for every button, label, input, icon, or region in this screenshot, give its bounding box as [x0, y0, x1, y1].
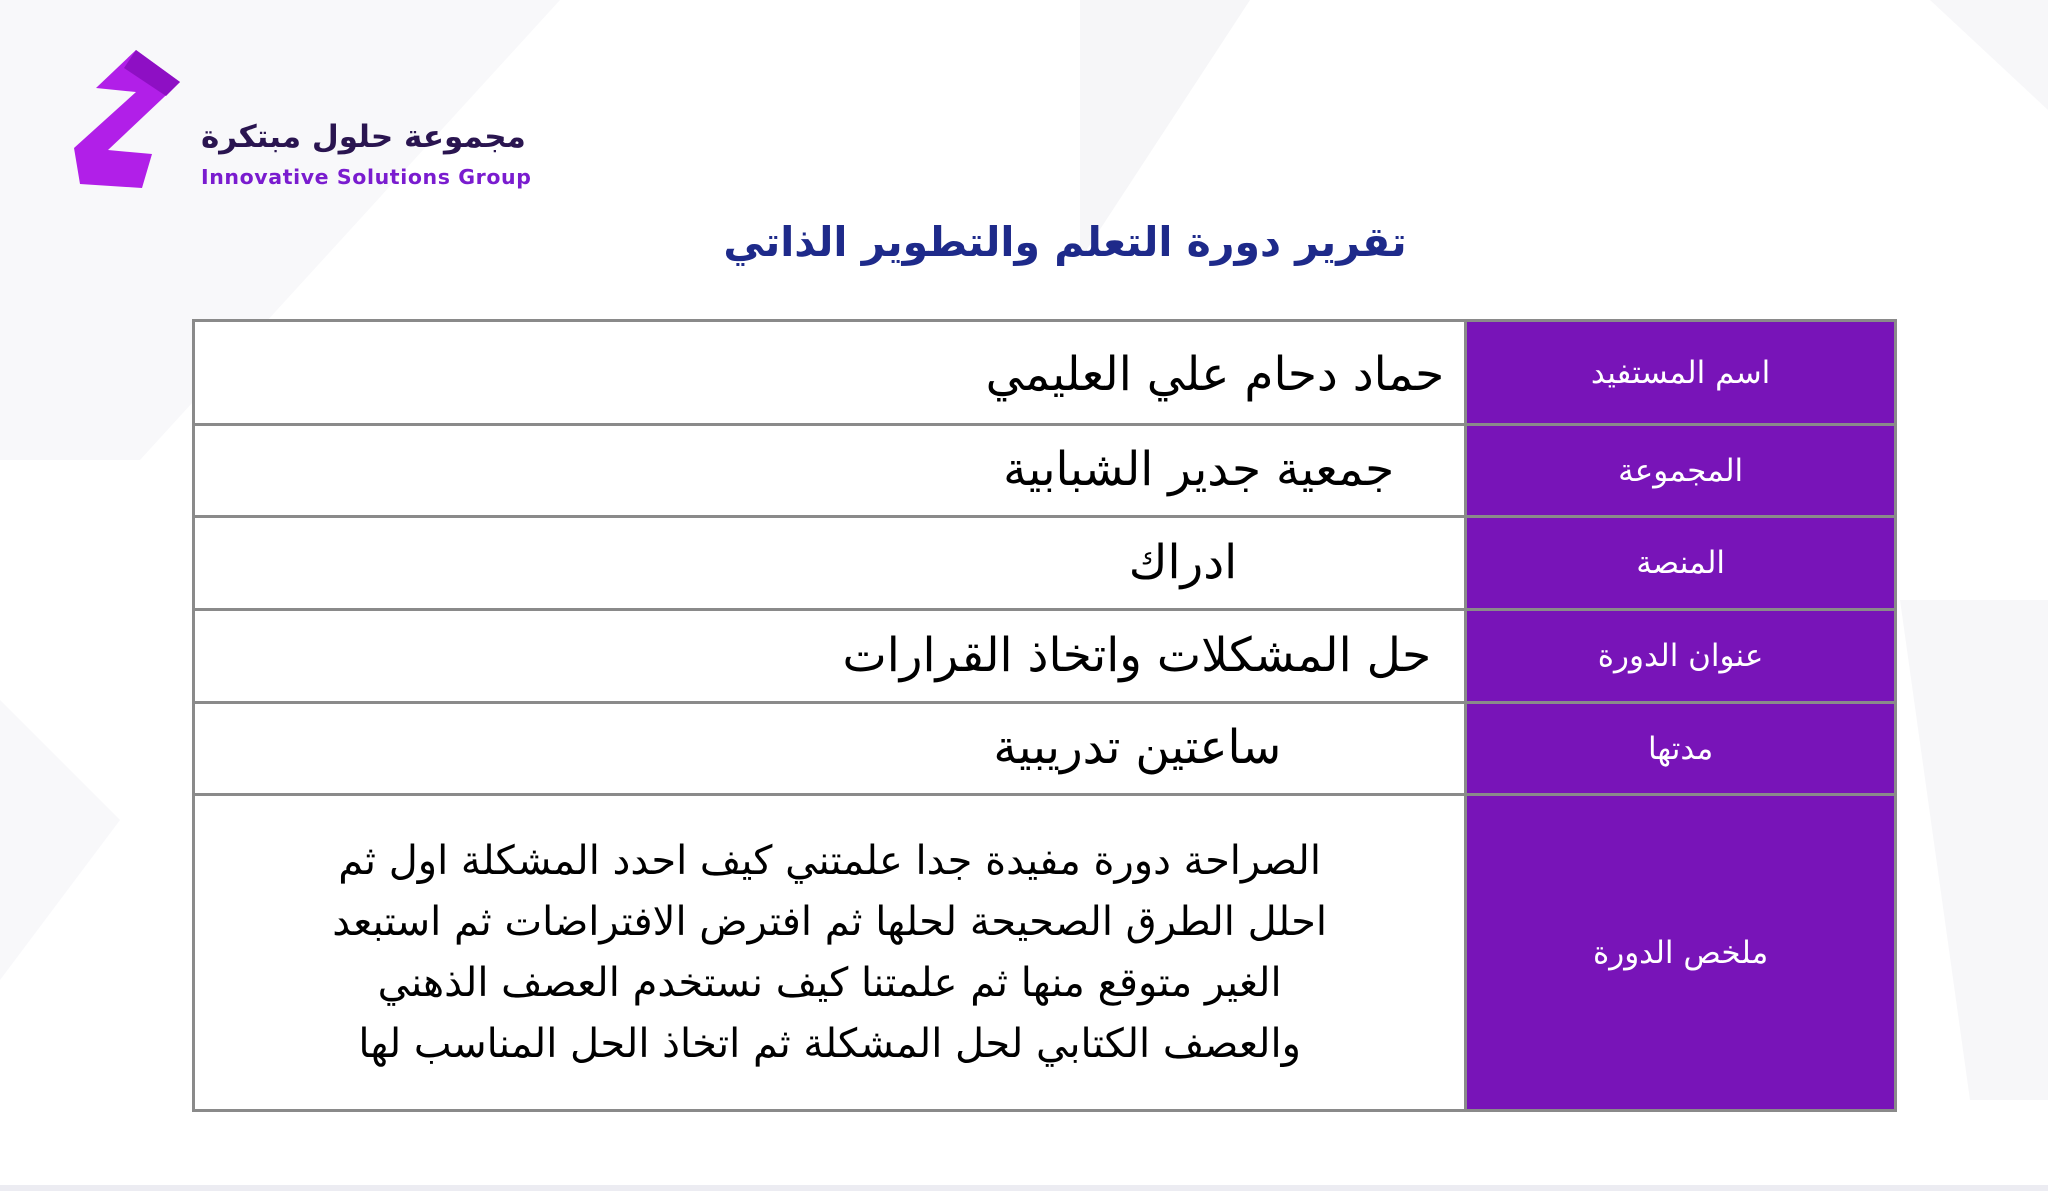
brand-logo — [70, 42, 530, 202]
course-title-text: حل المشكلات واتخاذ القرارات — [842, 627, 1432, 683]
summary-line: الغير متوقع منها ثم علمتنا كيف نستخدم العصف الذهني — [377, 959, 1282, 1006]
table-row — [194, 517, 1896, 610]
group-label: المجموعة — [1466, 425, 1896, 517]
summary-line: الصراحة دورة مفيدة جدا علمتني كيف احدد المشكلة اول ثم — [338, 837, 1321, 884]
duration-label: مدتها — [1466, 703, 1896, 795]
course-summary-value — [194, 795, 1466, 1111]
report-title: تقرير دورة التعلم والتطوير الذاتي — [723, 218, 1407, 266]
summary-line: احلل الطرق الصحيحة لحلها ثم افترض الافتراضات ثم استبعد — [332, 898, 1327, 945]
platform-value — [194, 517, 1466, 610]
course-title-label: عنوان الدورة — [1466, 610, 1896, 703]
brand-name-arabic: مجموعة حلول مبتكرة — [201, 119, 526, 155]
table-row — [194, 795, 1896, 1111]
brand-name-english: Innovative Solutions Group — [201, 165, 532, 189]
table-row — [194, 425, 1896, 517]
table-row — [194, 610, 1896, 703]
table-row — [194, 321, 1896, 425]
duration-text: ساعتين تدريبية — [993, 720, 1282, 776]
brand-mark-icon — [70, 42, 190, 192]
platform-label: المنصة — [1466, 517, 1896, 610]
footer-divider — [0, 1185, 2048, 1191]
beneficiary-name-label: اسم المستفيد — [1466, 321, 1896, 425]
summary-line: والعصف الكتابي لحل المشكلة ثم اتخاذ الحل المناسب لها — [358, 1020, 1301, 1067]
group-text: جمعية جدير الشبابية — [1003, 442, 1395, 498]
course-title-value — [194, 610, 1466, 703]
beneficiary-name-text: حماد دحام علي العليمي — [985, 347, 1445, 403]
beneficiary-name-value — [194, 321, 1466, 425]
platform-text: ادراك — [1128, 534, 1238, 590]
table-row — [194, 703, 1896, 795]
duration-value — [194, 703, 1466, 795]
group-value — [194, 425, 1466, 517]
course-summary-label: ملخص الدورة — [1466, 795, 1896, 1111]
report-table — [192, 319, 1897, 1112]
